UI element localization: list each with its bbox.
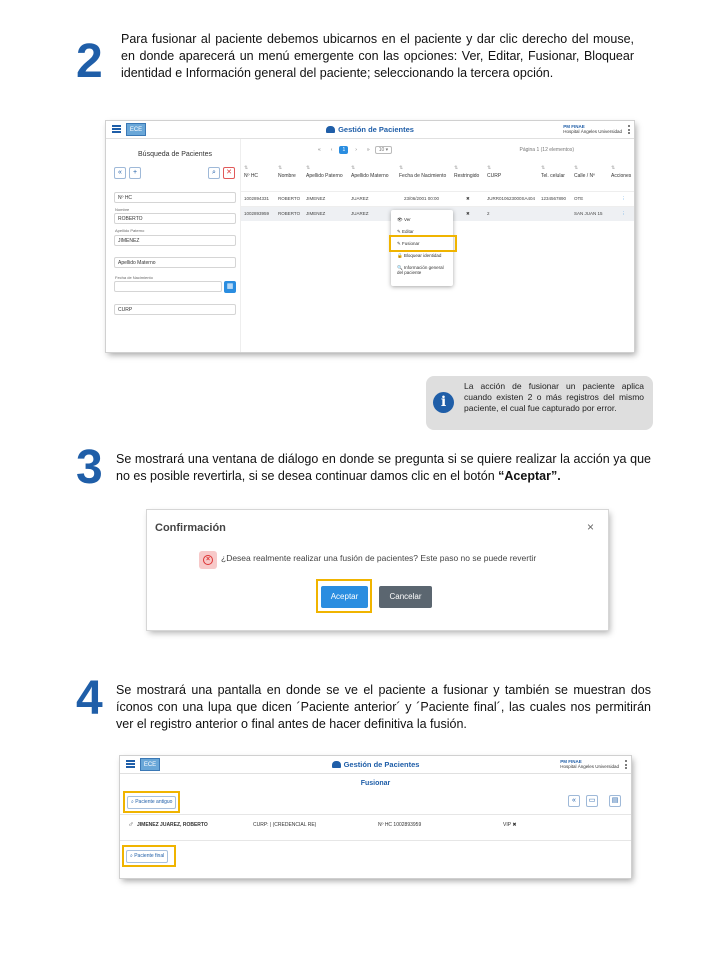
user-info: PM FINAE Hospital Ángeles Universidad <box>560 759 619 769</box>
app-logo: ECE <box>126 123 146 136</box>
dialog-title: Confirmación <box>155 522 226 534</box>
dialog-message: ¿Desea realmente realizar una fusión de pacientes? Este paso no se puede revertir <box>221 553 537 563</box>
page-size-select[interactable]: 10 ▾ <box>375 146 392 154</box>
app-title: Gestión de Pacientes <box>120 760 631 769</box>
info-note <box>426 376 653 430</box>
users-icon <box>332 761 341 768</box>
pencil-icon: ✎ <box>397 229 401 234</box>
column-header[interactable]: ⇅ CURP <box>487 173 501 179</box>
step-number: 3 <box>76 441 103 494</box>
confirmation-dialog <box>147 510 608 630</box>
column-header[interactable]: ⇅ Nº HC <box>244 173 258 179</box>
menu-item-general-info[interactable]: 🔍 Información general del paciente <box>397 265 444 275</box>
more-options-icon[interactable] <box>628 125 630 135</box>
menu-item-block-identity[interactable]: 🔒 Bloquear identidad <box>397 253 442 258</box>
note-text: La acción de fusionar un paciente aplica cuando existen 2 o más registros del mismo paciente, el cual fue capturado por error. <box>464 381 644 413</box>
divider <box>120 840 631 841</box>
more-options-icon[interactable] <box>625 760 627 770</box>
search-icon: ⌕ <box>130 853 133 859</box>
step-number: 4 <box>76 672 103 725</box>
row-actions-button[interactable]: ⋮ <box>621 196 626 201</box>
patient-vip: VIP ✖ <box>503 822 517 828</box>
clear-button[interactable]: ✕ <box>223 167 235 179</box>
column-header[interactable]: ⇅ Calle / Nº <box>574 173 595 179</box>
menu-item-merge[interactable]: ✎ Fusionar <box>397 241 420 246</box>
row-actions-button[interactable]: ⋮ <box>621 211 626 216</box>
highlight-box <box>316 579 372 613</box>
info-icon: i <box>433 392 454 413</box>
highlight-box <box>122 845 176 867</box>
error-icon: × <box>199 551 217 569</box>
patient-curp: CURP: | (CREDENCIAL RE) <box>253 822 317 828</box>
search-panel <box>112 145 238 345</box>
merge-icon: ✎ <box>397 241 401 246</box>
calendar-icon[interactable]: ▦ <box>224 281 236 293</box>
patient-name: JIMENEZ JUAREZ, ROBERTO <box>137 822 208 828</box>
close-icon[interactable]: × <box>586 520 594 534</box>
table-header <box>241 162 634 184</box>
top-bar <box>106 121 634 139</box>
patient-hc: Nº HC 1002893959 <box>378 822 422 828</box>
step-number: 2 <box>76 35 103 88</box>
collapse-button[interactable]: « <box>114 167 126 179</box>
last-page-button[interactable]: » <box>366 147 370 153</box>
menu-item-edit[interactable]: ✎ Editar <box>397 229 414 234</box>
column-header[interactable]: ⇅ Restringido <box>454 173 479 179</box>
column-header[interactable]: ⇅ Apellido Materno <box>351 173 389 179</box>
document-button[interactable]: ▤ <box>609 795 621 807</box>
birthdate-field[interactable] <box>114 281 222 292</box>
eye-icon: 👁 <box>397 217 403 222</box>
maternal-surname-field[interactable]: Apellido Materno <box>114 257 236 268</box>
name-field[interactable]: ROBERTO <box>114 213 236 224</box>
app-title: Gestión de Pacientes <box>106 125 634 134</box>
search-icon: 🔍 <box>397 265 403 270</box>
back-button[interactable]: « <box>568 795 580 807</box>
highlight-box <box>123 791 180 813</box>
final-patient-button[interactable]: ⌕ Paciente final <box>126 850 168 863</box>
paternal-label: Apellido Paterno <box>115 228 145 233</box>
lock-icon: 🔒 <box>397 253 403 258</box>
card-button[interactable]: ▭ <box>586 795 598 807</box>
previous-patient-button[interactable]: ⌕ Paciente antiguo <box>127 796 176 809</box>
add-button[interactable]: + <box>129 167 141 179</box>
curp-field[interactable]: CURP <box>114 304 236 315</box>
column-header[interactable]: ⇅ Apellido Paterno <box>306 173 343 179</box>
menu-item-view[interactable]: 👁 Ver <box>397 217 411 222</box>
prev-page-button[interactable]: ‹ <box>330 147 333 153</box>
step-description: Se mostrará una ventana de diálogo en donde se pregunta si se quiere realizar la acción ya que no es posible revertirla, si se desea continuar damos clic en el botón “Aceptar”. <box>116 452 651 483</box>
app-logo: ECE <box>140 758 160 771</box>
step-description: Para fusionar al paciente debemos ubicarnos en el paciente y dar clic derecho del mouse, en donde aparecerá un menú emergente con las opciones: Ver, Editar, Fusionar, Bloquear identidad e Información general del paciente; seleccionando la tercera opción. <box>121 32 634 80</box>
table-row[interactable]: 1002893959 ROBERTO JIMENEZ JUAREZ ✖ 2 SAN JUAN 15 ⋮ <box>241 206 634 221</box>
step-description: Se mostrará una pantalla en donde se ve el paciente a fusionar y también se muestran dos íconos con una lupa que dicen ´Paciente anterior´ y ´Paciente final´, las cuales nos permitirán ver el registro anterior o final antes de hacer definitiva la fusión. <box>116 683 651 731</box>
search-icon: ⌕ <box>131 799 134 805</box>
cancel-button[interactable]: Cancelar <box>379 586 432 608</box>
name-label: Nombre <box>115 207 130 212</box>
search-button[interactable]: ⌕ <box>208 167 220 179</box>
column-header[interactable]: ⇅ Fecha de Nacimiento <box>399 173 446 179</box>
column-header[interactable]: ⇅ Nombre <box>278 173 296 179</box>
column-header[interactable]: ⇅ Acciones <box>611 173 631 179</box>
highlight-box <box>389 235 457 252</box>
accept-button[interactable]: Aceptar <box>321 586 368 608</box>
search-title: Búsqueda de Pacientes <box>138 151 212 158</box>
birthdate-label: Fecha de Nacimiento <box>115 275 153 280</box>
next-page-button[interactable]: › <box>355 147 357 153</box>
first-page-button[interactable]: « <box>318 147 321 153</box>
page-info: Página 1 (12 elementos) <box>519 147 574 153</box>
current-page[interactable]: 1 <box>339 146 348 154</box>
users-icon <box>326 126 335 133</box>
merge-screenshot <box>120 756 631 878</box>
user-info: PM FINAE Hospital Ángeles Universidad <box>563 124 622 134</box>
column-header[interactable]: ⇅ Tel. celular <box>541 173 565 179</box>
male-icon: ♂ <box>128 820 134 829</box>
pagination <box>313 146 392 154</box>
paternal-surname-field[interactable]: JIMENEZ <box>114 235 236 246</box>
divider <box>120 814 631 815</box>
hc-field[interactable]: Nº HC <box>114 192 236 203</box>
top-bar <box>120 756 631 774</box>
patient-management-screenshot <box>106 121 634 352</box>
page-subtitle: Fusionar <box>360 780 391 787</box>
table-row[interactable]: 1002894331 ROBERTO JIMENEZ JUAREZ 23/06/2001 00:00 ✖ JURR010623000SA404 1234567890 OTE ⋮ <box>241 191 634 204</box>
